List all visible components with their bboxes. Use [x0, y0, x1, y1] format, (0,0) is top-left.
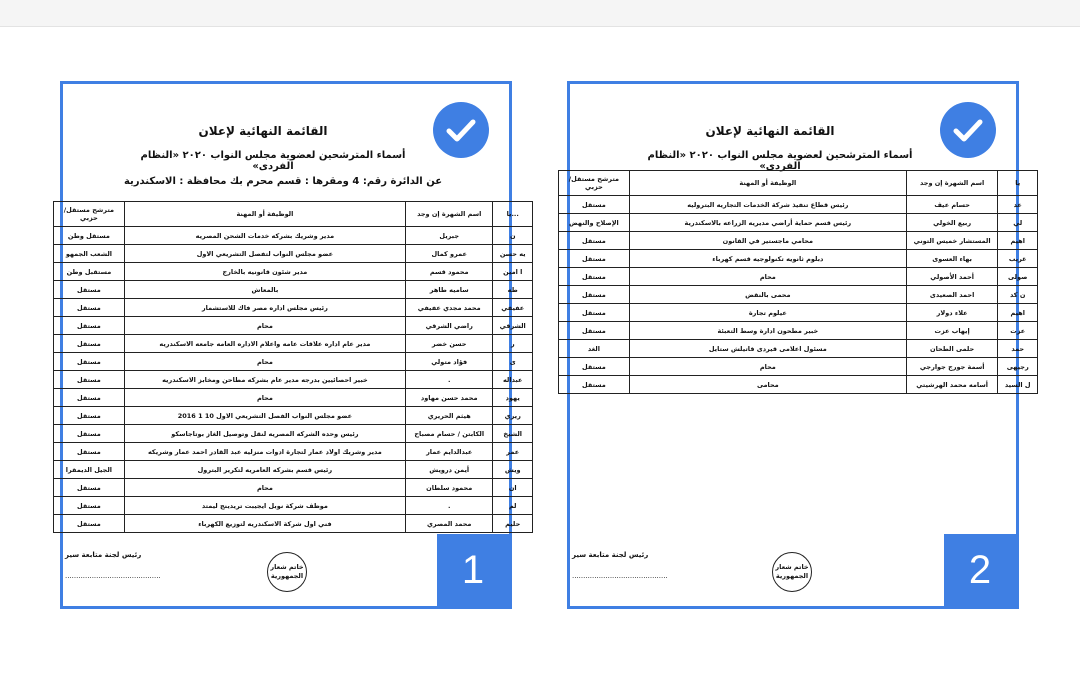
table-row	[54, 407, 533, 425]
table-row	[54, 443, 533, 461]
table-cell: مستقل	[559, 268, 630, 286]
table-cell: عفيفي	[493, 299, 533, 317]
table-cell: ن	[493, 227, 533, 245]
table-cell: ريري	[493, 407, 533, 425]
republic-stamp: خاتم شعار الجمهورية	[267, 552, 307, 592]
table-cell: راضي الشرقي	[405, 317, 492, 335]
table-cell: فني اول شركة الاسكندريه لتوزيع الكهرباء	[124, 515, 405, 533]
table-cell: محام	[629, 358, 906, 376]
table-cell: مستقل	[559, 376, 630, 394]
table-cell: جبريل	[405, 227, 492, 245]
table-cell: مستقل وطن	[54, 227, 125, 245]
table-cell: عبدالدايم عمار	[405, 443, 492, 461]
republic-stamp: خاتم شعار الجمهورية	[772, 552, 812, 592]
table-cell: رئيس قطاع تنفيذ شركة الخدمات التجاريه البتروليه	[629, 196, 906, 214]
table-cell: عزت	[998, 322, 1038, 340]
table-cell: عمر	[493, 443, 533, 461]
table-row	[54, 461, 533, 479]
table-header: الوظيفة أو المهنة	[629, 171, 906, 196]
table-cell: محام	[124, 389, 405, 407]
table-cell: مستقل	[54, 515, 125, 533]
table-cell: عيلوم تجارة	[629, 304, 906, 322]
table-row	[559, 250, 1038, 268]
table-cell: محمود سلطان	[405, 479, 492, 497]
table-cell: اهيم	[998, 304, 1038, 322]
table-cell: هيثم الحريري	[405, 407, 492, 425]
table-row	[54, 263, 533, 281]
table-cell: محمد مجدي عفيفي	[405, 299, 492, 317]
table-cell: مستقل	[54, 407, 125, 425]
table-cell: اهيم	[998, 232, 1038, 250]
table-cell: رئيس قسم حماية أراضي مديريه الزراعه بالاسكندرية	[629, 214, 906, 232]
signature-line: ...........................................	[572, 572, 668, 580]
table-row	[559, 214, 1038, 232]
table-cell: أيمن درويش	[405, 461, 492, 479]
table-cell: مسئول اعلامى قيردى قاتيلش ستايل	[629, 340, 906, 358]
table-cell: محام	[124, 479, 405, 497]
table-row	[54, 389, 533, 407]
table-cell: دبلوم ثانويه تكنولوجيه قسم كهرباء	[629, 250, 906, 268]
table-cell: الكابتن / حسام مصباح	[405, 425, 492, 443]
table-row	[54, 335, 533, 353]
table-cell: ربيع الخولي	[906, 214, 998, 232]
table-cell: مستقل	[559, 232, 630, 250]
table-cell: الشيخ	[493, 425, 533, 443]
table-cell: مستقل	[54, 497, 125, 515]
table-cell: محامي ماجستير في القانون	[629, 232, 906, 250]
document-district: عن الدائرة رقم: 4 ومقرها : قسم محرم بك محافظة : الاسكندرية	[123, 176, 443, 187]
signature-line: ...........................................	[65, 572, 161, 580]
table-cell: علاء دولار	[906, 304, 998, 322]
table-cell: مدير وشريك اولاد عمار لتجارة ادوات منزليه عبد القادر احمد عمار وشريكه	[124, 443, 405, 461]
table-row	[54, 515, 533, 533]
table-header: اسم الشهرة إن وجد	[906, 171, 998, 196]
signature-label: رئيس لجنة متابعة سير	[572, 551, 649, 559]
table-cell: رئيس وحده الشركه المصريه لنقل وتوصيل الغاز بوتاجاسكو	[124, 425, 405, 443]
table-cell: محمى بالنقض	[629, 286, 906, 304]
table-row	[54, 497, 533, 515]
table-cell: مستقل	[559, 250, 630, 268]
table-cell: محام	[629, 268, 906, 286]
table-cell: ن كد	[998, 286, 1038, 304]
table-cell: لم	[493, 497, 533, 515]
table-cell: طه	[493, 281, 533, 299]
table-body	[54, 227, 533, 533]
candidates-table	[53, 201, 533, 533]
table-row	[559, 268, 1038, 286]
candidates-table	[558, 170, 1038, 394]
document-title: القائمة النهائية لإعلان	[705, 124, 835, 138]
table-cell: مدير وشريك بشركه خدمات الشحن المصريه	[124, 227, 405, 245]
table-cell: موظف شركة نوبل ايجيبت تريدينج ليمتد	[124, 497, 405, 515]
table-row	[54, 425, 533, 443]
table-cell: لي	[998, 214, 1038, 232]
table-cell: محمد حسن مهاود	[405, 389, 492, 407]
table-cell: رئيس قسم بشركه العامريه لتكرير البترول	[124, 461, 405, 479]
table-cell: عضو مجلس النواب الفصل التشريعي الاول 10 1 2016	[124, 407, 405, 425]
table-cell: يهود	[493, 389, 533, 407]
table-cell: حمد	[998, 340, 1038, 358]
table-cell: ى	[493, 353, 533, 371]
table-cell: ا امين	[493, 263, 533, 281]
table-cell: ساميه طاهر	[405, 281, 492, 299]
table-cell: .	[405, 497, 492, 515]
table-cell: مستقل	[54, 425, 125, 443]
table-row	[559, 232, 1038, 250]
table-cell: مستقل	[559, 196, 630, 214]
table-cell: بهاء العسوى	[906, 250, 998, 268]
table-cell: الجيل الديمقرا	[54, 461, 125, 479]
table-cell: محمد المصري	[405, 515, 492, 533]
table-header-row	[559, 171, 1038, 196]
table-cell: أحمد الأصولي	[906, 268, 998, 286]
table-row	[54, 371, 533, 389]
table-cell: مستقل	[54, 281, 125, 299]
table-row	[559, 358, 1038, 376]
table-row	[559, 322, 1038, 340]
table-cell: ل السيد	[998, 376, 1038, 394]
signature-label: رئيس لجنة متابعة سير	[65, 551, 142, 559]
table-cell: خبير احصائيين بدرجه مدير عام بشركه مطاحن ومخابز الاسكندريه	[124, 371, 405, 389]
table-cell: مدير عام اداره علاقات عامه واعلام الاداره العامه جامعه الاسكندريه	[124, 335, 405, 353]
document-subtitle: أسماء المترشحين لعضوية مجلس النواب ٢٠٢٠ «النظام الفردى»	[647, 150, 913, 172]
table-cell: مدير شئون قانونيه بالخارج	[124, 263, 405, 281]
table-cell: ر	[493, 335, 533, 353]
table-cell: مستقل	[54, 353, 125, 371]
table-cell: ويش	[493, 461, 533, 479]
table-cell: الغد	[559, 340, 630, 358]
check-icon	[433, 102, 489, 158]
table-cell: محمود قسم	[405, 263, 492, 281]
table-cell: الإصلاح والنهض	[559, 214, 630, 232]
table-cell: عمرو كمال	[405, 245, 492, 263]
table-cell: رئيس مجلس اداره مصر فاك للاستشمار	[124, 299, 405, 317]
table-cell: الشعب الجمهو	[54, 245, 125, 263]
table-cell: محامى	[629, 376, 906, 394]
table-row	[559, 376, 1038, 394]
table-cell: خبير مطحون ادارة وسط التعبئة	[629, 322, 906, 340]
table-cell: .	[405, 371, 492, 389]
table-row	[54, 299, 533, 317]
table-row	[559, 340, 1038, 358]
table-header-row	[54, 202, 533, 227]
table-header: ...يا	[493, 202, 533, 227]
document-title: القائمة النهائية لإعلان	[198, 124, 328, 138]
table-cell: مستقل	[54, 335, 125, 353]
table-cell: محام	[124, 317, 405, 335]
table-cell: مستقل	[54, 479, 125, 497]
table-row	[54, 317, 533, 335]
table-header: الوظيفة أو المهنة	[124, 202, 405, 227]
table-cell: مستقل	[559, 358, 630, 376]
table-cell: حسن خضر	[405, 335, 492, 353]
table-cell: صولى	[998, 268, 1038, 286]
table-cell: الشرقي	[493, 317, 533, 335]
table-body	[559, 196, 1038, 394]
table-cell: عبداله	[493, 371, 533, 389]
check-icon	[940, 102, 996, 158]
table-row	[54, 353, 533, 371]
table-cell: ان	[493, 479, 533, 497]
table-header: مترشح مستقل/حزبي	[559, 171, 630, 196]
table-cell: مستقل	[54, 371, 125, 389]
document-thumbnail-2[interactable]	[567, 81, 1031, 609]
table-row	[54, 227, 533, 245]
table-cell: احمد الصعيدى	[906, 286, 998, 304]
table-cell: مستقل	[559, 322, 630, 340]
table-cell: مستقل	[54, 389, 125, 407]
table-row	[559, 196, 1038, 214]
table-row	[54, 281, 533, 299]
selected-check-badge[interactable]	[433, 102, 489, 158]
table-header: اسم الشهرة إن وجد	[405, 202, 492, 227]
table-cell: المستشار خميس التوني	[906, 232, 998, 250]
table-header: يا	[998, 171, 1038, 196]
top-bar	[0, 0, 1080, 27]
table-cell: إيهاب عزت	[906, 322, 998, 340]
table-cell: مستقبل وطن	[54, 263, 125, 281]
table-cell: يه حسن	[493, 245, 533, 263]
table-cell: غريب	[998, 250, 1038, 268]
table-cell: حليم	[493, 515, 533, 533]
table-cell: أسمة جورج جوارجي	[906, 358, 998, 376]
table-cell: حسام عيف	[906, 196, 998, 214]
page-number-badge: 2	[944, 534, 1016, 606]
table-row	[559, 286, 1038, 304]
table-cell: عد	[998, 196, 1038, 214]
page-number-badge: 1	[437, 534, 509, 606]
selected-check-badge[interactable]	[940, 102, 996, 158]
table-cell: بالمعاش	[124, 281, 405, 299]
table-cell: رجيهى	[998, 358, 1038, 376]
document-thumbnail-1[interactable]	[60, 81, 526, 609]
table-row	[54, 479, 533, 497]
table-row	[54, 245, 533, 263]
table-cell: أسامه محمد الهرشيتي	[906, 376, 998, 394]
table-cell: مستقل	[559, 286, 630, 304]
table-header: مترشح مستقل/حزبي	[54, 202, 125, 227]
table-cell: مستقل	[54, 299, 125, 317]
table-cell: مستقل	[54, 317, 125, 335]
document-subtitle: أسماء المترشحين لعضوية مجلس النواب ٢٠٢٠ «النظام الفردى»	[140, 150, 406, 172]
table-row	[559, 304, 1038, 322]
table-cell: مستقل	[54, 443, 125, 461]
table-cell: حلمى الطحان	[906, 340, 998, 358]
table-cell: مستقل	[559, 304, 630, 322]
table-cell: فؤاد متولي	[405, 353, 492, 371]
table-cell: محام	[124, 353, 405, 371]
table-cell: عضو مجلس النواب لتفصل التشريعي الاول	[124, 245, 405, 263]
